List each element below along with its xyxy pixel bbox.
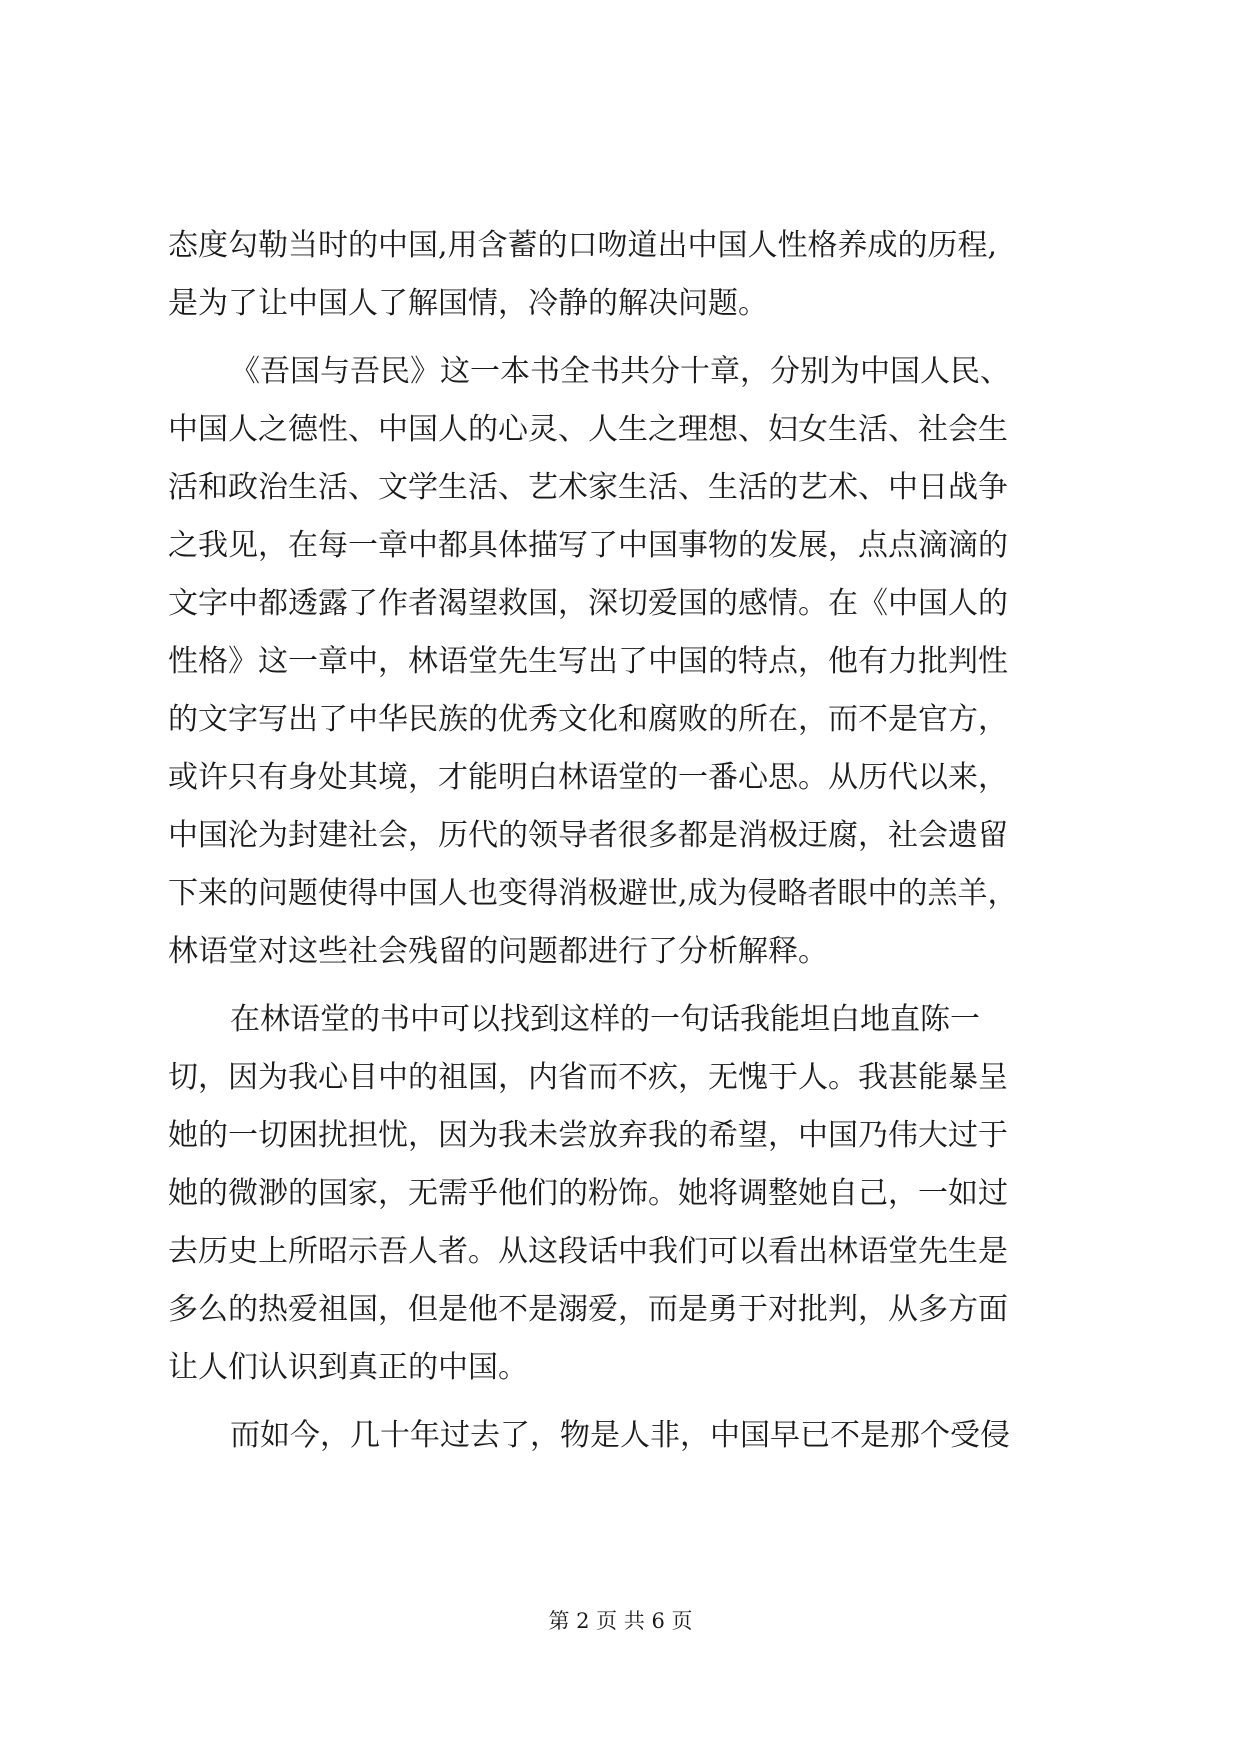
text-line-7: 文字中都透露了作者渴望救国，深切爱国的感情。在《中国人的: [168, 586, 1008, 621]
text-line-15: 切，因为我心目中的祖国，内省而不疚，无愧于人。我甚能暴呈: [168, 1060, 1008, 1095]
text-line-17: 她的微渺的国家，无需乎他们的粉饰。她将调整她自己，一如过: [168, 1176, 1008, 1211]
text-line-18: 去历史上所昭示吾人者。从这段话中我们可以看出林语堂先生是: [168, 1234, 1008, 1269]
text-line-19: 多么的热爱祖国，但是他不是溺爱，而是勇于对批判，从多方面: [168, 1292, 1008, 1327]
text-line-9: 的文字写出了中华民族的优秀文化和腐败的所在，而不是官方，: [168, 702, 1008, 737]
text-line-6: 之我见，在每一章中都具体描写了中国事物的发展，点点滴滴的: [168, 528, 1008, 563]
text-line-8: 性格》这一章中，林语堂先生写出了中国的特点，他有力批判性: [168, 644, 1008, 679]
text-line-20: 让人们认识到真正的中国。: [168, 1350, 528, 1385]
text-line-12: 下来的问题使得中国人也变得消极避世,成为侵略者眼中的羔羊，: [168, 876, 1018, 911]
text-line-4: 中国人之德性、中国人的心灵、人生之理想、妇女生活、社会生: [168, 412, 1008, 447]
text-line-2: 是为了让中国人了解国情，冷静的解决问题。: [168, 286, 768, 321]
paragraph-start-line-14: 在林语堂的书中可以找到这样的一句话我能坦白地直陈一: [230, 1002, 980, 1037]
text-line-11: 中国沦为封建社会，历代的领导者很多都是消极迂腐，社会遗留: [168, 818, 1008, 853]
text-line-5: 活和政治生活、文学生活、艺术家生活、生活的艺术、中日战争: [168, 470, 1008, 505]
paragraph-start-line-3: 《吾国与吾民》这一本书全书共分十章，分别为中国人民、: [230, 354, 1010, 389]
text-line-16: 她的一切困扰担忧，因为我未尝放弃我的希望，中国乃伟大过于: [168, 1118, 1008, 1153]
paragraph-start-line-21: 而如今，几十年过去了，物是人非，中国早已不是那个受侵: [230, 1418, 1010, 1453]
page-number-footer: 第 2 页 共 6 页: [548, 1609, 693, 1633]
text-line-13: 林语堂对这些社会残留的问题都进行了分析解释。: [168, 934, 828, 969]
text-line-10: 或许只有身处其境，才能明白林语堂的一番心思。从历代以来，: [168, 760, 1008, 795]
text-line-1: 态度勾勒当时的中国,用含蓄的口吻道出中国人性格养成的历程,: [168, 228, 998, 263]
